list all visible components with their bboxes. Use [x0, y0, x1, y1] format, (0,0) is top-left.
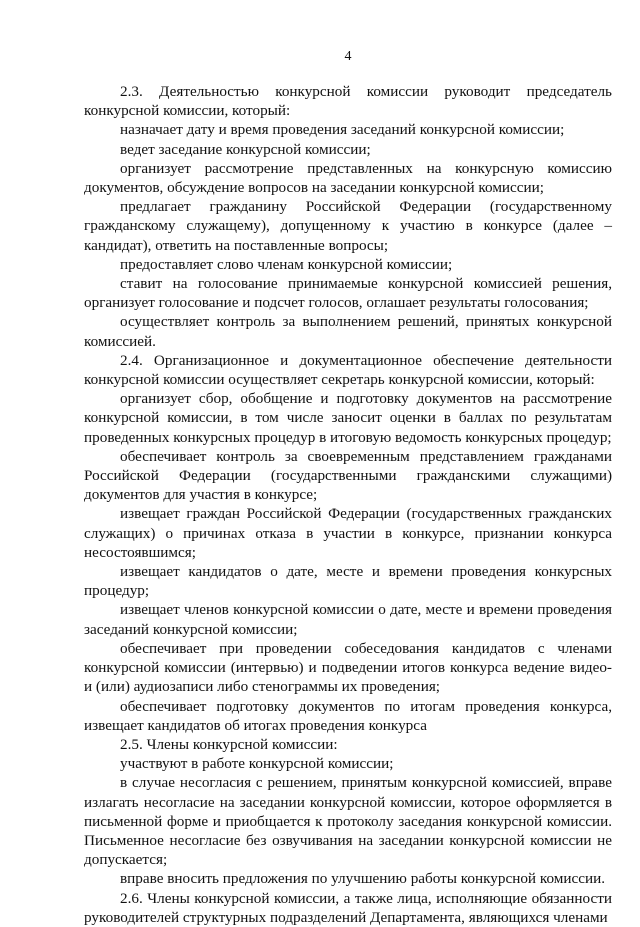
paragraph-2-5: 2.5. Члены конкурсной комиссии:: [120, 735, 338, 753]
paragraph-members-participate: участвуют в работе конкурсной комиссии;: [120, 755, 394, 773]
page-number: 4: [344, 49, 352, 64]
paragraph-secretary-ensures-recording: обеспечивает при проведении собеседования кандидатов с членами конкурсной комиссии (интервью) и подведении итогов конкурса ведение видео- и (или) аудиозаписи либо стенограммы их проведения;: [84, 639, 612, 696]
paragraph-chair-organizes-review: организует рассмотрение представленных на конкурсную комиссию документов, обсуждение вопросов на заседании конкурсной комиссии;: [84, 159, 612, 197]
paragraph-secretary-collects-documents: организует сбор, обобщение и подготовку документов на рассмотрение конкурсной комиссии, в том числе заносит оценки в баллах по результатам проведенных конкурсных процедур в итоговую ведомость конкурсных процедур;: [84, 390, 612, 446]
paragraph-chair-controls-decisions: осуществляет контроль за выполнением решений, принятых конкурсной комиссией.: [84, 313, 612, 350]
paragraph-secretary-notifies-candidates: извещает кандидатов о дате, месте и времени проведения конкурсных процедур;: [84, 563, 612, 600]
paragraph-chair-proposes-questions: предлагает гражданину Российской Федерации (государственному гражданскому служащему), допущенному к участию в конкурсе (далее – кандидат), ответить на поставленные вопросы;: [84, 198, 612, 254]
paragraph-secretary-notifies-members: извещает членов конкурсной комиссии о дате, месте и времени проведения заседаний конкурсной комиссии;: [84, 601, 612, 638]
paragraph-chair-puts-to-vote: ставит на голосование принимаемые конкурсной комиссией решения, организует голосование и подсчет голосов, оглашает результаты голосования;: [84, 275, 612, 312]
paragraph-2-3: 2.3. Деятельностью конкурсной комиссии руководит председатель конкурсной комиссии, который:: [84, 83, 612, 120]
paragraph-chair-sets-date: назначает дату и время проведения заседаний конкурсной комиссии;: [120, 121, 565, 139]
paragraph-secretary-controls-submission: обеспечивает контроль за своевременным представлением гражданами Российской Федерации (государственными гражданскими служащими) документов для участия в конкурсе;: [84, 447, 612, 504]
document-body: [84, 82, 612, 927]
paragraph-secretary-notifies-refusal: извещает граждан Российской Федерации (государственных гражданских служащих) о причинах отказа в участии в конкурсе, признании конкурса несостоявшимся;: [84, 505, 612, 561]
paragraph-2-4: 2.4. Организационное и документационное обеспечение деятельности конкурсной комиссии осуществляет секретарь конкурсной комиссии, который:: [84, 351, 612, 389]
paragraph-chair-gives-floor: предоставляет слово членам конкурсной комиссии;: [120, 255, 453, 273]
paragraph-secretary-prepares-results: обеспечивает подготовку документов по итогам проведения конкурса, извещает кандидатов об итогах проведения конкурса: [84, 697, 612, 734]
paragraph-members-proposals: вправе вносить предложения по улучшению работы конкурсной комиссии.: [120, 870, 606, 888]
paragraph-2-6: 2.6. Члены конкурсной комиссии, а также лица, исполняющие обязанности руководителей структурных подразделений Департамента, являющихся членами: [84, 889, 612, 926]
paragraph-members-disagreement: в случае несогласия с решением, принятым конкурсной комиссией, вправе излагать несогласие на заседании конкурсной комиссии, которое оформляется в письменной форме и приобщается к протоколу заседания конкурсной комиссии. Письменное несогласие без озвучивания на заседании конкурсной комиссии не допускается;: [84, 774, 612, 869]
paragraph-chair-leads-meeting: ведет заседание конкурсной комиссии;: [120, 140, 371, 158]
